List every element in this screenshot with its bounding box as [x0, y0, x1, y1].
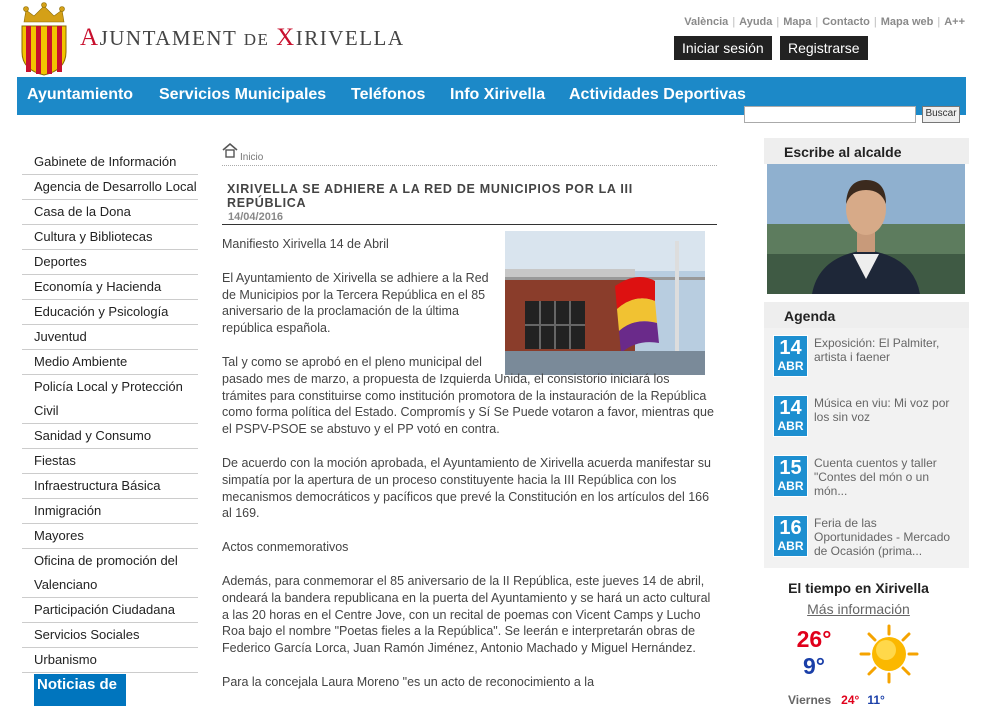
- article-paragraph: El Ayuntamiento de Xirivella se adhiere a la Red de Municipios por la Tercera República en el 85 aniversario de la proclamación de la última república española.: [222, 270, 489, 336]
- noticias-heading[interactable]: Noticias de: [34, 674, 126, 706]
- menu-item[interactable]: Policía Local y Protección Civil: [22, 375, 198, 424]
- alcalde-heading[interactable]: Escribe al alcalde: [764, 138, 969, 164]
- article-paragraph: Además, para conmemorar el 85 aniversario de la II República, este jueves 14 de abril, ondeará la bandera republicana en la puerta del Ayuntamiento y se hará un acto cultural a las 20 horas en el Centre Jove, con un recital de poemas con Vicent Camps y Lucho Roa bajo el nombre "Poetas fieles a la República". Se leerán e interpretarán obras de Federico García Lorca, Juan Ramón Jiménez, Antonio Machado y Miguel Hernández.: [222, 573, 711, 656]
- nav-telefonos[interactable]: Teléfonos: [351, 86, 426, 103]
- link-valencia[interactable]: València: [684, 16, 729, 28]
- nav-ayuntamiento[interactable]: Ayuntamiento: [27, 86, 134, 103]
- event-date-badge: 16 ABR: [773, 515, 808, 557]
- menu-item[interactable]: Servicios Sociales: [22, 623, 198, 648]
- agenda-heading[interactable]: Agenda: [764, 302, 969, 328]
- weather-widget: [764, 574, 969, 706]
- agenda-event[interactable]: [773, 510, 968, 558]
- link-contacto[interactable]: Contacto: [822, 16, 870, 28]
- menu-item[interactable]: Mayores: [22, 524, 198, 549]
- menu-item[interactable]: Participación Ciudadana: [22, 598, 198, 623]
- agenda-event[interactable]: [773, 450, 968, 498]
- article-subheading: Actos conmemorativos: [222, 540, 349, 555]
- event-date-badge: 14 ABR: [773, 335, 808, 377]
- nav-actividades-deportivas[interactable]: Actividades Deportivas: [569, 86, 746, 103]
- search-button[interactable]: Buscar: [922, 106, 960, 123]
- menu-item[interactable]: Agencia de Desarrollo Local: [22, 175, 198, 200]
- article-date: 14/04/2016: [228, 211, 284, 223]
- article-paragraph: De acuerdo con la moción aprobada, el Ayuntamiento de Xirivella acuerda manifestar su simpatía por la apertura de un proceso constituyente hacia la III República con los mecanismos democráticos y pacíficos que prevé la Constitución en los artículos del 166 al 169.: [222, 455, 711, 521]
- menu-item[interactable]: Juventud: [22, 325, 198, 350]
- menu-item[interactable]: Gabinete de Información: [22, 150, 198, 175]
- agenda-event[interactable]: [773, 390, 968, 438]
- site-title[interactable]: AJUNTAMENT DE XIRIVELLA: [80, 24, 405, 51]
- article-paragraph: Para la concejala Laura Moreno "es un acto de reconocimiento a la: [222, 674, 595, 689]
- top-links: València | Ayuda | Mapa | Contacto | Mapa web | A++: [684, 16, 965, 28]
- weather-heading: El tiempo en Xirivella: [788, 580, 929, 596]
- menu-item[interactable]: Oficina de promoción del Valenciano: [22, 549, 198, 598]
- home-icon[interactable]: [222, 142, 238, 161]
- event-title[interactable]: Exposición: El Palmiter, artista i faener: [814, 336, 940, 364]
- event-title[interactable]: Música en viu: Mi voz por los sin voz: [814, 396, 950, 424]
- link-mapa[interactable]: Mapa: [783, 16, 812, 28]
- article-paragraph: Manifiesto Xirivella 14 de Abril: [222, 237, 389, 251]
- nav-servicios-municipales[interactable]: Servicios Municipales: [159, 86, 327, 103]
- search-input[interactable]: [744, 106, 916, 123]
- menu-item[interactable]: Cultura y Bibliotecas: [22, 225, 198, 250]
- temp-max: 26°: [796, 626, 832, 652]
- event-title[interactable]: Feria de las Oportunidades - Mercado de Ocasión (prima...: [814, 516, 951, 558]
- link-font-size[interactable]: A++: [944, 16, 965, 28]
- menu-item[interactable]: Economía y Hacienda: [22, 275, 198, 300]
- temp-min: 9°: [803, 653, 825, 679]
- breadcrumb: [222, 142, 717, 166]
- nav-info-xirivella[interactable]: Info Xirivella: [450, 86, 546, 103]
- menu-item[interactable]: Urbanismo: [22, 648, 198, 673]
- menu-item[interactable]: Inmigración: [22, 499, 198, 524]
- left-menu: [22, 150, 198, 673]
- article-paragraph: Tal y como se aprobó en el pleno municipal del pasado mes de marzo, a propuesta de Izquierda Unida, el consistorio iniciará los trámites para constituirse como institución promotora de la instauración de la República como forma política del Estado. Compromís y Sí Se Puede votaron a favor, mientras que el PSPV-PSOE se abstuvo y el PP votó en contra.: [222, 354, 714, 437]
- link-mapa-web[interactable]: Mapa web: [880, 16, 934, 28]
- event-date-badge: 15 ABR: [773, 455, 808, 497]
- menu-item[interactable]: Infraestructura Básica: [22, 474, 198, 499]
- menu-item[interactable]: Deportes: [22, 250, 198, 275]
- register-button[interactable]: Registrarse: [780, 36, 868, 60]
- title-divider: [222, 224, 717, 225]
- menu-item[interactable]: Educación y Psicología: [22, 300, 198, 325]
- xirivella-coat-of-arms-logo[interactable]: [16, 2, 72, 76]
- login-button[interactable]: Iniciar sesión: [674, 36, 772, 60]
- breadcrumb-home-link[interactable]: Inicio: [240, 152, 264, 163]
- forecast-row: Viernes 24° 11°: [788, 693, 885, 706]
- menu-item[interactable]: Fiestas: [22, 449, 198, 474]
- menu-item[interactable]: Casa de la Dona: [22, 200, 198, 225]
- menu-item[interactable]: Sanidad y Consumo: [22, 424, 198, 449]
- event-date-badge: 14 ABR: [773, 395, 808, 437]
- agenda-event[interactable]: [773, 330, 968, 378]
- sun-icon: [859, 624, 919, 684]
- alcalde-photo[interactable]: [767, 164, 965, 294]
- event-title[interactable]: Cuenta cuentos y taller "Contes del món o un món...: [814, 456, 937, 498]
- article-body: [222, 236, 717, 706]
- agenda-list: [764, 328, 969, 568]
- article-title: XIRIVELLA SE ADHIERE A LA RED DE MUNICIPIOS POR LA III REPÚBLICA: [227, 182, 633, 210]
- link-ayuda[interactable]: Ayuda: [739, 16, 773, 28]
- menu-item[interactable]: Medio Ambiente: [22, 350, 198, 375]
- weather-more-link[interactable]: Más información: [807, 601, 910, 617]
